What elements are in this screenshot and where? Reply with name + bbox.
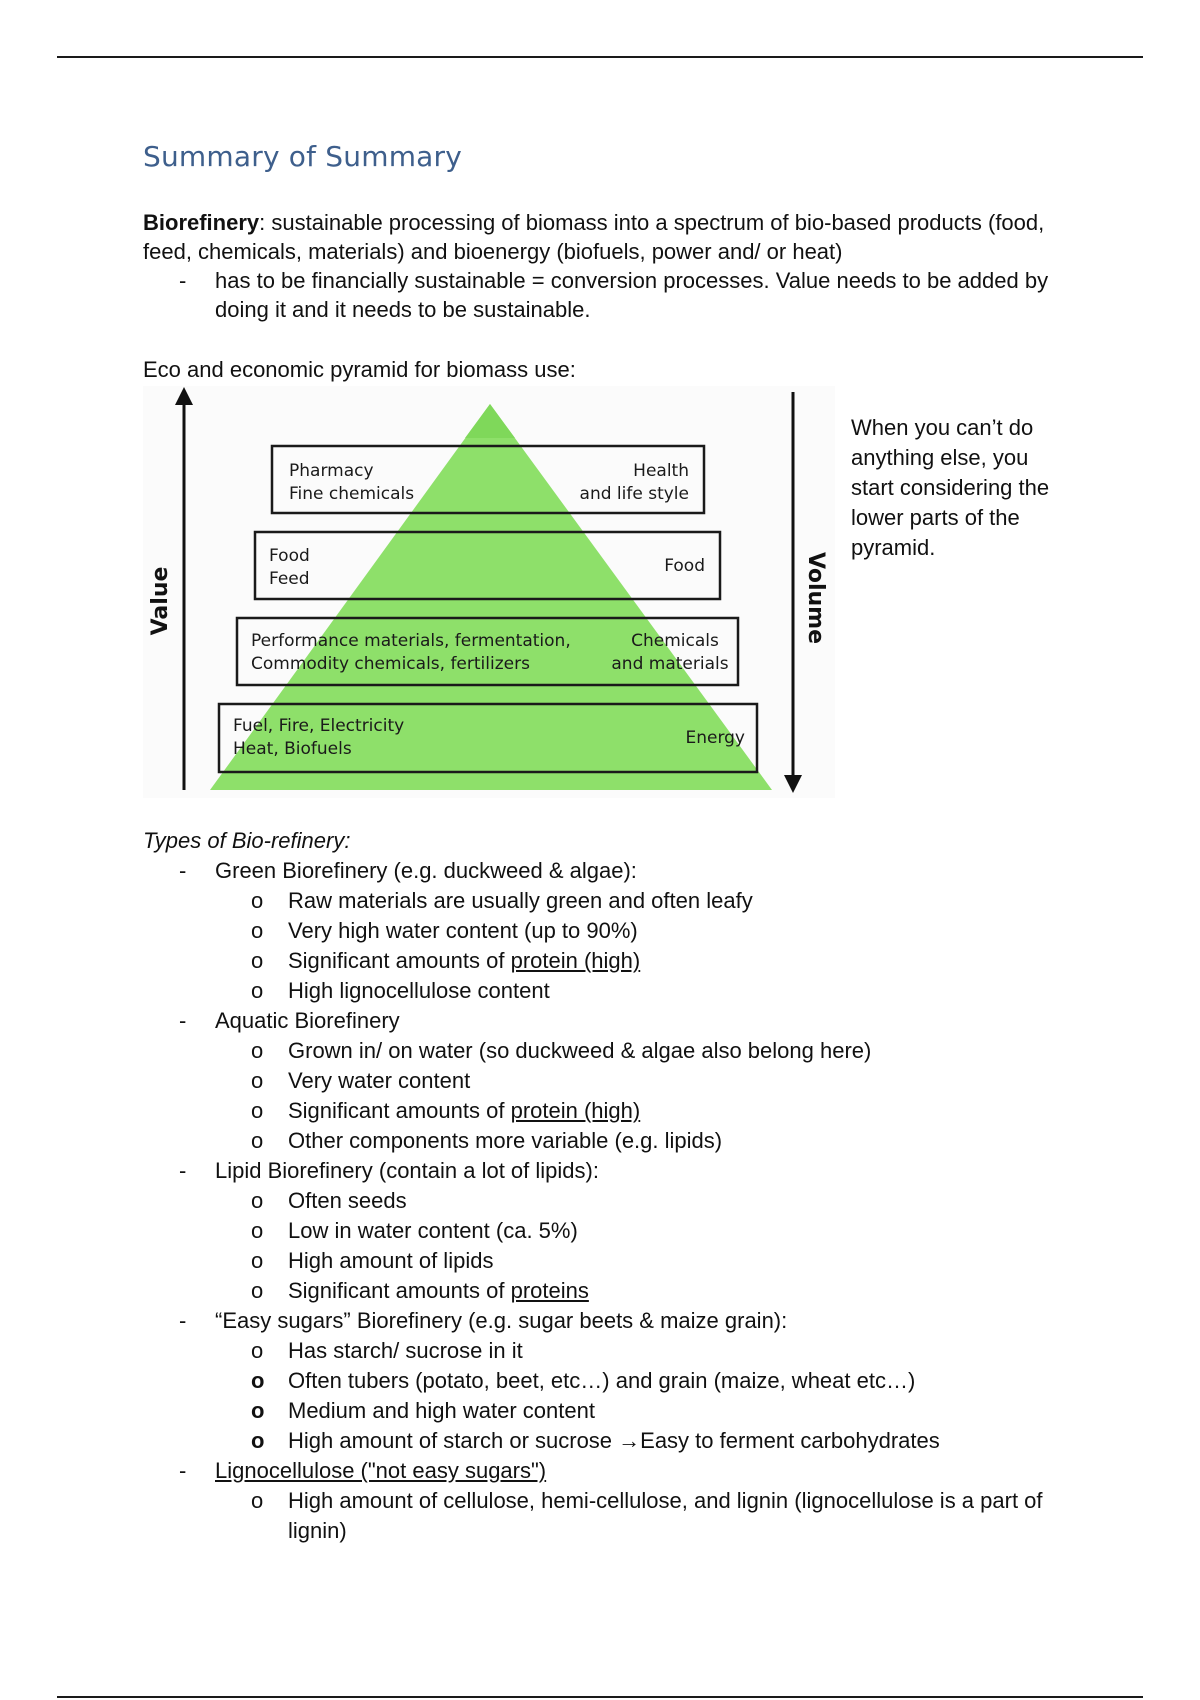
types-heading: Types of Bio-refinery: <box>143 828 351 853</box>
list-item <box>143 1126 1103 1156</box>
list-item <box>143 1246 1103 1276</box>
list-item <box>143 1096 1103 1126</box>
circle-bullet: o <box>251 1038 264 1063</box>
list-item-text: Significant amounts of <box>288 1278 511 1303</box>
list-item-text: Other components more variable (e.g. lipids) <box>288 1128 723 1153</box>
list-item <box>143 1216 1103 1246</box>
list-item <box>143 1426 1103 1456</box>
list-item <box>143 916 1103 946</box>
pyramid-side-note: When you can’t do anything else, you start considering the lower parts of the pyramid. <box>851 415 1050 560</box>
tier-3-left-line2: Commodity chemicals, fertilizers <box>251 654 530 674</box>
list-item-text: Low in water content (ca. 5%) <box>288 1218 578 1243</box>
list-item-text: High amount of lipids <box>288 1248 494 1273</box>
list-item-text: High lignocellulose content <box>288 978 550 1003</box>
list-item-text: Significant amounts of <box>288 1098 511 1123</box>
type-lignocellulose <box>143 1456 1103 1486</box>
top-rule <box>57 56 1143 58</box>
list-item-text: Has starch/ sucrose in it <box>288 1338 523 1363</box>
pyramid-apex <box>465 404 515 438</box>
circle-bullet: o <box>251 978 264 1003</box>
circle-bullet: o <box>251 1248 264 1273</box>
underlined-text: Lignocellulose ("not easy sugars") <box>215 1458 547 1483</box>
list-item <box>143 946 1103 976</box>
tier-3-left-line1: Performance materials, fermentation, <box>251 631 571 651</box>
list-item <box>143 976 1103 1006</box>
tier-4-left-line1: Fuel, Fire, Electricity <box>233 716 405 736</box>
bottom-rule <box>57 1696 1143 1698</box>
list-item <box>143 1486 1103 1546</box>
list-item-text: Grown in/ on water (so duckweed & algae also belong here) <box>288 1038 872 1063</box>
list-item <box>143 1036 1103 1066</box>
tier-1-right-line1: Health <box>633 461 689 481</box>
type-lipid-biorefinery: - Lipid Biorefinery (contain a lot of lipids): <box>143 1156 1103 1186</box>
circle-bullet: o <box>251 1398 265 1423</box>
tier-4-left-line2: Heat, Biofuels <box>233 739 352 759</box>
list-item-text: Very water content <box>288 1068 471 1093</box>
definition-sub-text: has to be financially sustainable = conversion processes. Value needs to be added by doing it and it needs to be sustainable. <box>215 268 1049 322</box>
value-label: Value <box>148 566 173 636</box>
circle-bullet: o <box>251 1188 264 1213</box>
circle-bullet: o <box>251 888 264 913</box>
list-item-text: Very high water content (up to 90%) <box>288 918 638 943</box>
tier-1-left-line1: Pharmacy <box>289 461 374 481</box>
list-item <box>143 1396 1103 1426</box>
types-list <box>143 826 1103 1546</box>
type-green-biorefinery: - Green Biorefinery (e.g. duckweed & algae): <box>143 856 1103 886</box>
circle-bullet: o <box>251 918 264 943</box>
list-item <box>143 1336 1103 1366</box>
list-item <box>143 1186 1103 1216</box>
underlined-text: protein (high) <box>510 948 641 973</box>
list-item-text: Raw materials are usually green and often leafy <box>288 888 753 913</box>
list-item-text: Significant amounts of <box>288 948 511 973</box>
list-item-text: High amount of starch or sucrose →Easy to ferment carbohydrates <box>288 1428 940 1453</box>
list-item <box>143 1366 1103 1396</box>
page-title: Summary of Summary <box>143 140 463 173</box>
circle-bullet: o <box>251 1428 265 1453</box>
underlined-text: proteins <box>510 1278 589 1303</box>
underlined-text: protein (high) <box>510 1098 641 1123</box>
circle-bullet: o <box>251 1128 264 1153</box>
circle-bullet: o <box>251 1278 264 1303</box>
circle-bullet: o <box>251 1368 265 1393</box>
biomass-pyramid-diagram <box>143 386 835 798</box>
list-item-text: Often seeds <box>288 1188 407 1213</box>
list-item-text: Often tubers (potato, beet, etc…) and grain (maize, wheat etc…) <box>288 1368 916 1393</box>
circle-bullet: o <box>251 1098 264 1123</box>
pyramid-svg <box>143 386 835 798</box>
tier-1-right-line2: and life style <box>579 484 689 504</box>
tier-4-right-line1: Energy <box>685 728 745 748</box>
circle-bullet: o <box>251 1488 264 1513</box>
type-easy-sugars-biorefinery: - “Easy sugars” Biorefinery (e.g. sugar beets & maize grain): <box>143 1306 1103 1336</box>
tier-1-left-line2: Fine chemicals <box>289 484 415 504</box>
tier-3-right-line2: and materials <box>611 654 729 674</box>
tier-2-left-line2: Feed <box>269 569 310 589</box>
list-item-text: High amount of cellulose, hemi-cellulose, and lignin (lignocellulose is a part of lignin) <box>288 1488 1043 1543</box>
definition-term: Biorefinery <box>143 210 260 235</box>
circle-bullet: o <box>251 1338 264 1363</box>
tier-2-right-line1: Food <box>664 556 705 576</box>
circle-bullet: o <box>251 948 264 973</box>
type-aquatic-biorefinery: - Aquatic Biorefinery <box>143 1006 1103 1036</box>
circle-bullet: o <box>251 1218 264 1243</box>
dash-bullet: - <box>179 268 187 293</box>
list-item <box>143 886 1103 916</box>
list-item-text: Medium and high water content <box>288 1398 595 1423</box>
biorefinery-definition <box>143 208 1063 266</box>
circle-bullet: o <box>251 1068 264 1093</box>
volume-label: Volume <box>803 552 828 644</box>
pyramid-intro: Eco and economic pyramid for biomass use: <box>143 357 576 382</box>
tier-2-left-line1: Food <box>269 546 310 566</box>
list-item <box>143 1276 1103 1306</box>
list-item <box>143 1066 1103 1096</box>
definition-text: : sustainable processing of biomass into a spectrum of bio-based products (food, feed, chemicals, materials) and bioenergy (biofuels, power and/ or heat) <box>143 210 1045 264</box>
tier-3-right-line1: Chemicals <box>631 631 719 651</box>
